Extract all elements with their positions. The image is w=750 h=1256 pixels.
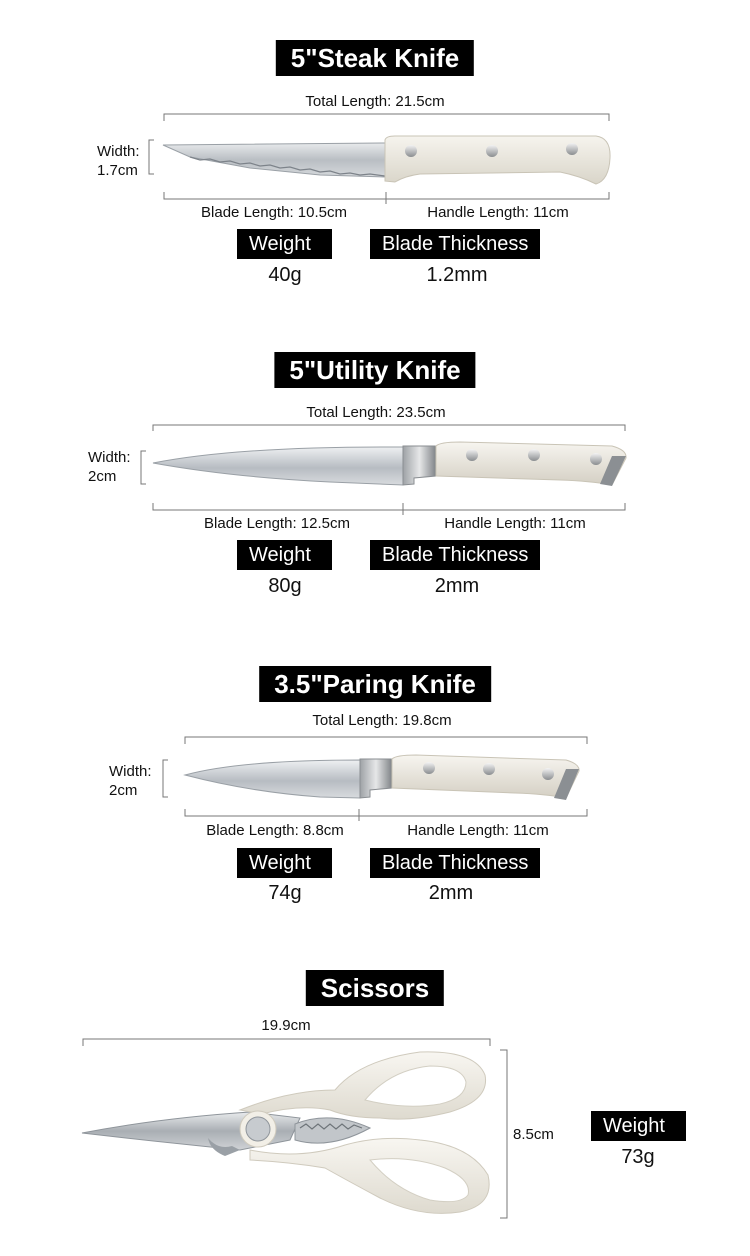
handle-length-label: Handle Length: 11cm	[427, 204, 569, 221]
handle-length-label: Handle Length: 11cm	[444, 515, 586, 532]
blade-thickness-tag: Blade Thickness	[370, 848, 540, 878]
blade-length-label: Blade Length: 10.5cm	[201, 204, 347, 221]
scissors-title: Scissors	[306, 970, 444, 1006]
width-label: Width: 2cm	[109, 763, 152, 799]
blade-thickness-value: 1.2mm	[426, 264, 488, 286]
blade-thickness-value: 2mm	[434, 575, 480, 597]
steak-knife-title: 5"Steak Knife	[276, 40, 474, 76]
weight-value: 73g	[621, 1146, 655, 1168]
total-length-label: Total Length: 21.5cm	[305, 93, 445, 110]
blade-thickness-tag: Blade Thickness	[370, 540, 540, 570]
scissors-length-label: 19.9cm	[261, 1017, 311, 1034]
blade-length-label: Blade Length: 8.8cm	[206, 822, 344, 839]
width-label: Width: 1.7cm	[97, 143, 140, 179]
total-length-label: Total Length: 19.8cm	[312, 712, 452, 729]
weight-tag: Weight	[591, 1111, 686, 1141]
utility-knife-title: 5"Utility Knife	[274, 352, 475, 388]
paring-knife-title: 3.5"Paring Knife	[259, 666, 491, 702]
weight-value: 74g	[268, 882, 302, 904]
blade-thickness-value: 2mm	[428, 882, 474, 904]
scissors-height-label: 8.5cm	[513, 1126, 554, 1143]
weight-value: 80g	[268, 575, 302, 597]
blade-length-label: Blade Length: 12.5cm	[204, 515, 350, 532]
blade-thickness-tag: Blade Thickness	[370, 229, 540, 259]
handle-length-label: Handle Length: 11cm	[407, 822, 549, 839]
weight-tag: Weight	[237, 848, 332, 878]
weight-tag: Weight	[237, 229, 332, 259]
weight-value: 40g	[268, 264, 302, 286]
total-length-label: Total Length: 23.5cm	[306, 404, 446, 421]
weight-tag: Weight	[237, 540, 332, 570]
width-label: Width: 2cm	[88, 449, 131, 485]
